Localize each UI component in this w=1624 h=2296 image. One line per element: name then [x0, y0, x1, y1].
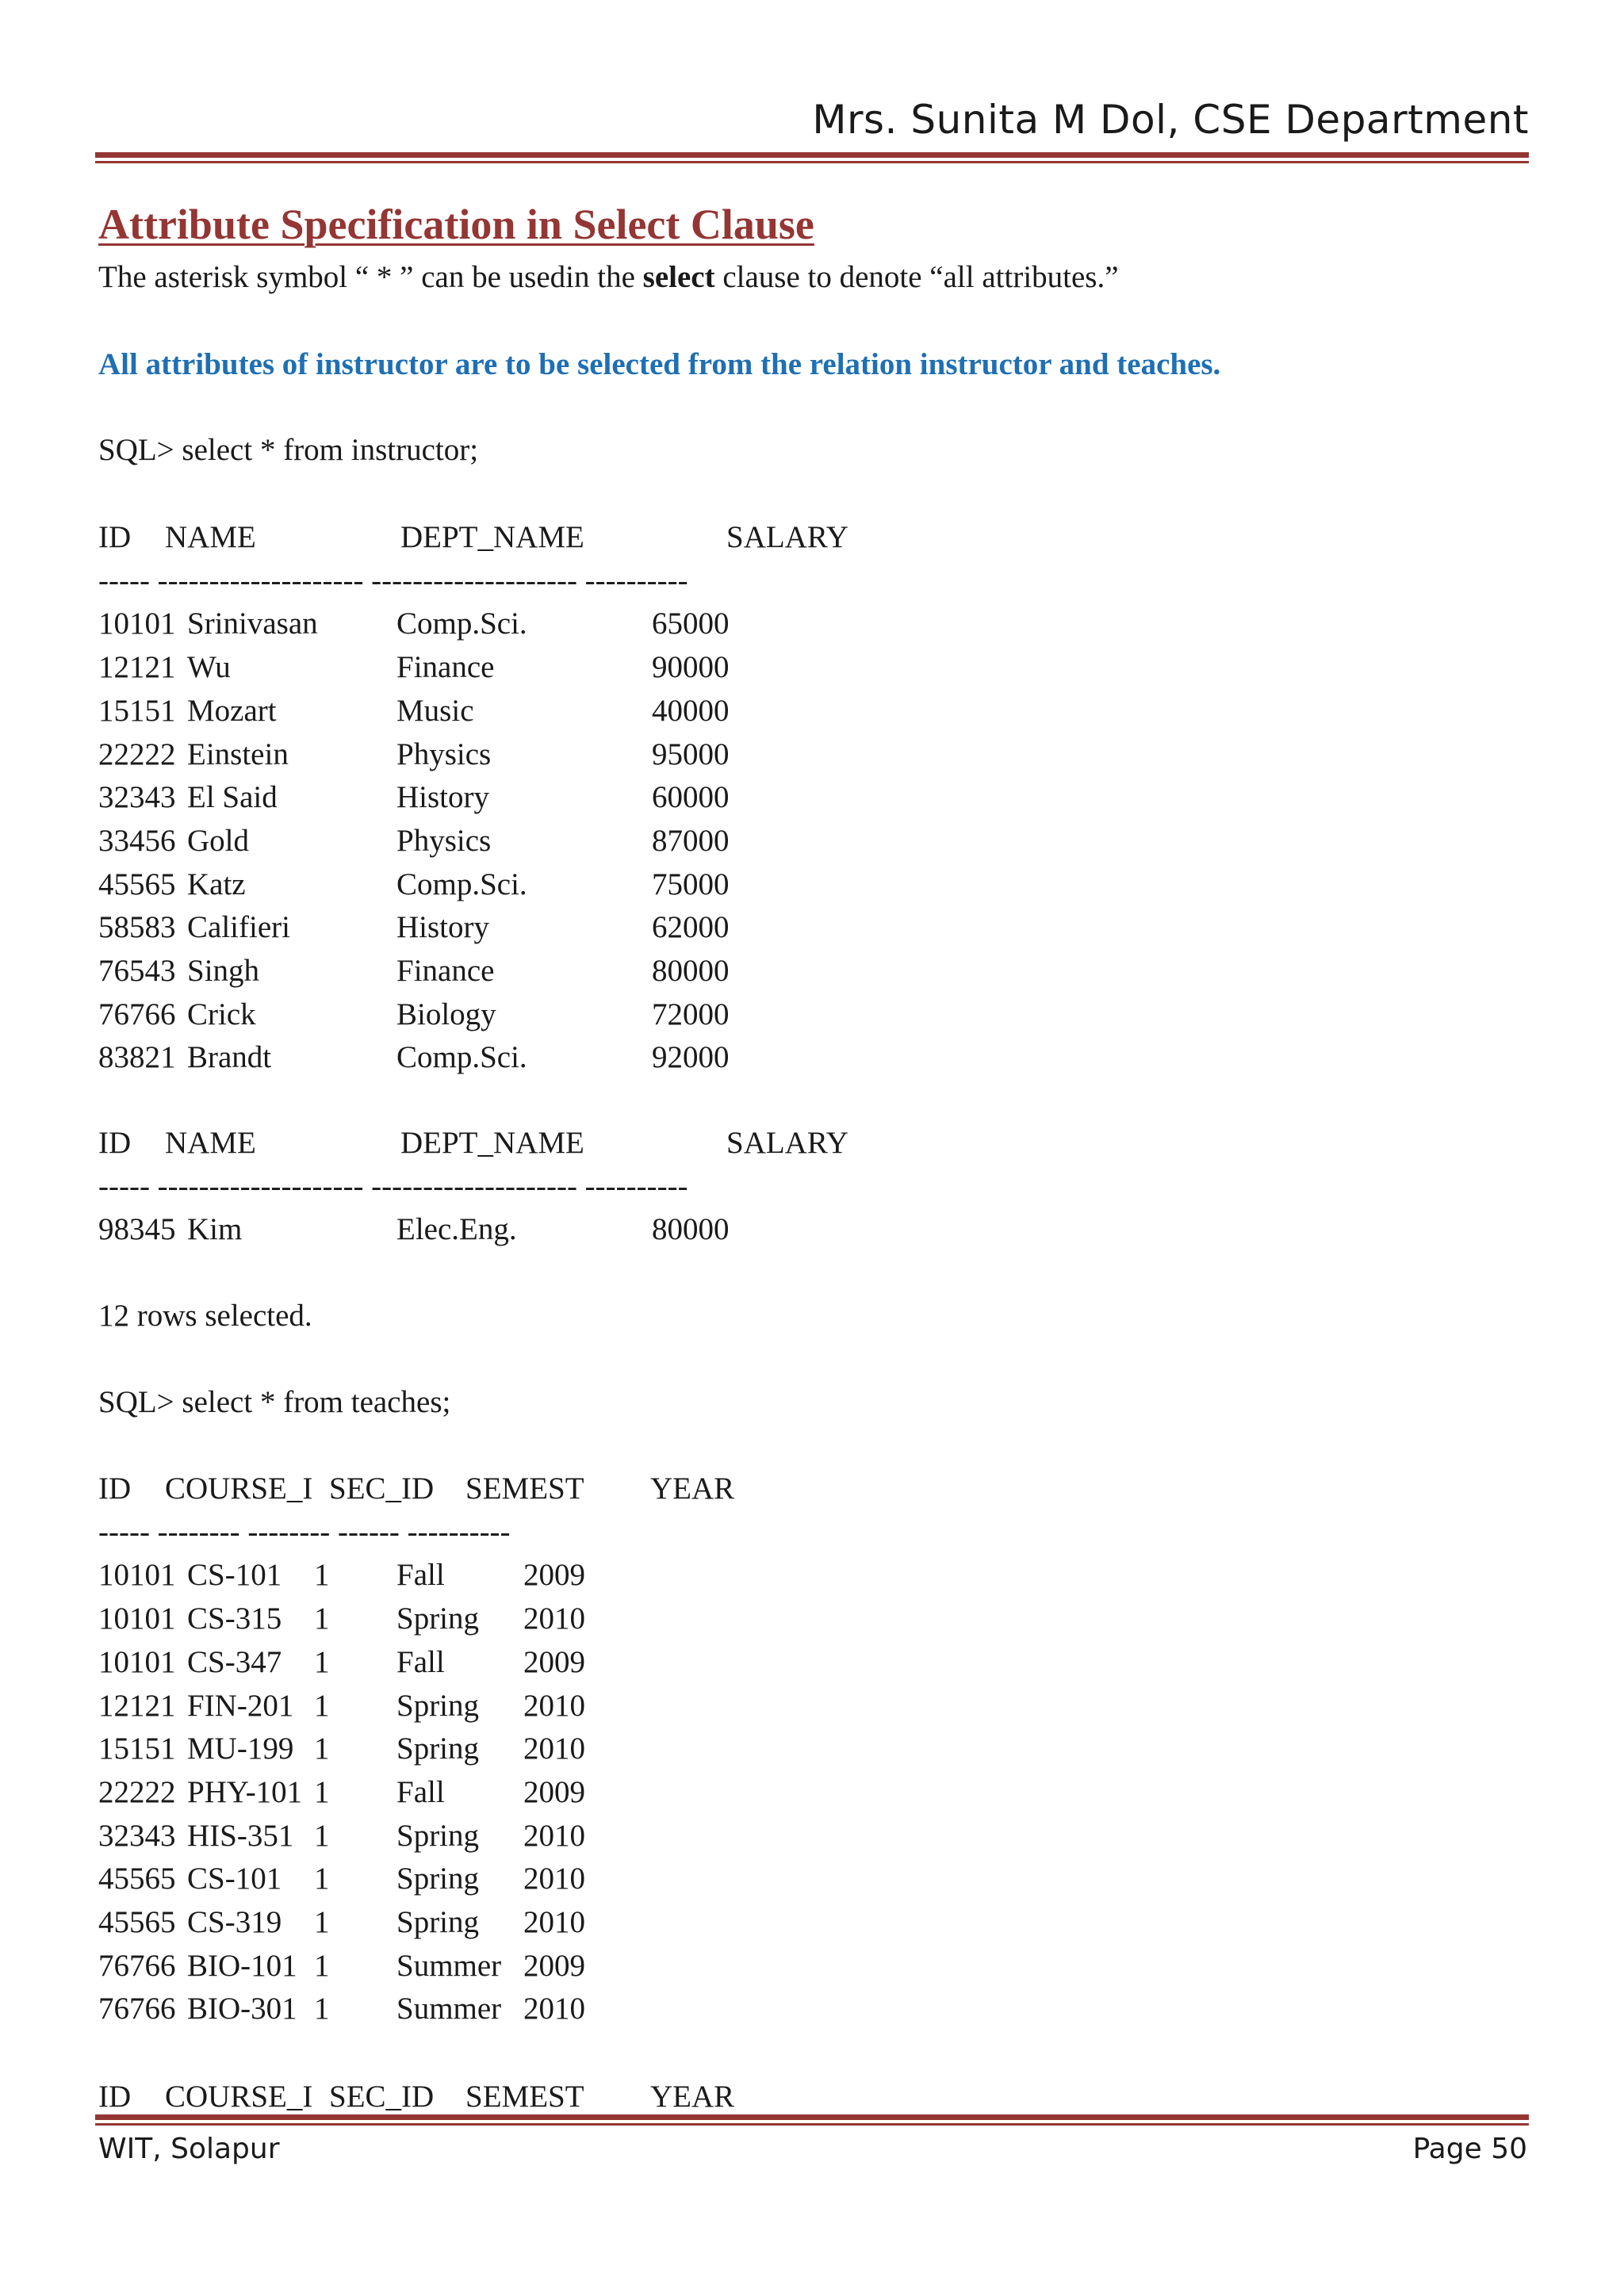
cell-id: 76766	[98, 1948, 176, 1983]
cell-id: 10101	[98, 1601, 176, 1636]
cell-dept-name: Physics	[396, 737, 492, 771]
cell-id: 22222	[98, 1774, 176, 1809]
cell-year: 2010	[523, 1732, 585, 1766]
cell-course-id: BIO-101	[187, 1948, 297, 1983]
cell-salary: 90000	[652, 650, 730, 685]
cell-salary: 95000	[652, 737, 730, 771]
cell-dept-name: History	[396, 910, 489, 945]
cell-course-id: CS-101	[187, 1558, 282, 1593]
cell-dept-name: History	[396, 780, 489, 815]
cell-dept-name: Biology	[396, 997, 496, 1031]
cell-course-id: PHY-101	[187, 1774, 303, 1809]
cell-salary: 80000	[652, 954, 730, 988]
cell-salary: 40000	[652, 693, 730, 728]
cell-sec-id: 1	[314, 1688, 330, 1723]
cell-name: Einstein	[187, 737, 289, 771]
cell-dept-name: Comp.Sci.	[396, 607, 527, 641]
cell-name: Wu	[187, 650, 231, 685]
cell-sec-id: 1	[314, 1818, 330, 1853]
cell-semester: Fall	[396, 1558, 445, 1593]
footer-rule-thin	[95, 2123, 1529, 2126]
cell-id: 83821	[98, 1040, 176, 1075]
column-header: COURSE_I	[165, 1471, 313, 1506]
cell-id: 12121	[98, 650, 176, 685]
cell-id: 10101	[98, 1644, 176, 1679]
cell-semester: Spring	[396, 1688, 480, 1723]
cell-semester: Spring	[396, 1601, 480, 1636]
cell-year: 2009	[523, 1644, 585, 1679]
cell-sec-id: 1	[314, 1558, 330, 1593]
cell-name: Katz	[187, 867, 246, 901]
header-rule-thin	[95, 161, 1529, 163]
cell-salary: 75000	[652, 867, 730, 901]
column-separator: ----- -------------------- -------------------- ----------	[98, 1169, 688, 1203]
cell-course-id: MU-199	[187, 1732, 294, 1766]
cell-course-id: CS-319	[187, 1905, 282, 1939]
column-header: DEPT_NAME	[400, 520, 584, 554]
cell-course-id: HIS-351	[187, 1818, 294, 1853]
cell-dept-name: Finance	[396, 650, 495, 685]
column-header: NAME	[165, 520, 256, 554]
footer-rule-thick	[95, 2114, 1529, 2120]
column-separator: ----- -------------------- -------------------- ----------	[98, 563, 688, 598]
cell-name: Singh	[187, 954, 260, 988]
cell-year: 2010	[523, 1688, 585, 1723]
cell-id: 12121	[98, 1688, 176, 1723]
column-header: ID	[98, 1471, 132, 1506]
footer-page-number: Page 50	[1412, 2133, 1527, 2165]
section-title: Attribute Specification in Select Clause	[98, 201, 814, 248]
column-header: SEC_ID	[329, 2080, 435, 2114]
cell-year: 2009	[523, 1774, 585, 1809]
cell-id: 98345	[98, 1212, 176, 1247]
cell-dept-name: Elec.Eng.	[396, 1212, 517, 1247]
cell-dept-name: Comp.Sci.	[396, 867, 527, 901]
cell-course-id: CS-347	[187, 1644, 282, 1679]
cell-sec-id: 1	[314, 1732, 330, 1766]
cell-id: 58583	[98, 910, 176, 945]
column-header: SALARY	[726, 1126, 848, 1160]
cell-year: 2010	[523, 1862, 585, 1896]
cell-name: Srinivasan	[187, 607, 318, 641]
cell-semester: Spring	[396, 1818, 480, 1853]
column-header: COURSE_I	[165, 2080, 313, 2114]
cell-id: 76766	[98, 997, 176, 1031]
cell-id: 32343	[98, 780, 176, 815]
cell-sec-id: 1	[314, 1862, 330, 1896]
rows-selected-message: 12 rows selected.	[98, 1299, 312, 1333]
cell-name: Crick	[187, 997, 256, 1031]
cell-dept-name: Comp.Sci.	[396, 1040, 527, 1075]
cell-salary: 87000	[652, 823, 730, 858]
cell-semester: Summer	[396, 1992, 502, 2026]
cell-id: 32343	[98, 1818, 176, 1853]
column-header: ID	[98, 2080, 132, 2114]
cell-name: Brandt	[187, 1040, 272, 1075]
cell-sec-id: 1	[314, 1948, 330, 1983]
cell-sec-id: 1	[314, 1992, 330, 2026]
cell-sec-id: 1	[314, 1644, 330, 1679]
column-header: YEAR	[650, 2080, 735, 2114]
cell-id: 10101	[98, 607, 176, 641]
column-header: ID	[98, 520, 132, 554]
cell-salary: 65000	[652, 607, 730, 641]
cell-year: 2009	[523, 1558, 585, 1593]
cell-id: 76543	[98, 954, 176, 988]
cell-id: 45565	[98, 867, 176, 901]
cell-dept-name: Finance	[396, 954, 495, 988]
cell-sec-id: 1	[314, 1905, 330, 1939]
cell-semester: Summer	[396, 1948, 502, 1983]
cell-salary: 80000	[652, 1212, 730, 1247]
cell-id: 45565	[98, 1862, 176, 1896]
column-header: SEC_ID	[329, 1471, 435, 1506]
cell-year: 2010	[523, 1601, 585, 1636]
cell-course-id: CS-315	[187, 1601, 282, 1636]
cell-id: 45565	[98, 1905, 176, 1939]
cell-semester: Spring	[396, 1732, 480, 1766]
footer-institute: WIT, Solapur	[98, 2133, 280, 2165]
cell-semester: Spring	[396, 1905, 480, 1939]
intro-prefix: The asterisk symbol “ * ” can be usedin the	[98, 260, 643, 294]
column-header: SEMEST	[465, 1471, 584, 1506]
cell-salary: 92000	[652, 1040, 730, 1075]
cell-name: Mozart	[187, 693, 277, 728]
cell-id: 33456	[98, 823, 176, 858]
cell-id: 76766	[98, 1992, 176, 2026]
sql-prompt-teaches: SQL> select * from teaches;	[98, 1385, 451, 1419]
column-header: SEMEST	[465, 2080, 584, 2114]
page-header: Mrs. Sunita M Dol, CSE Department	[812, 97, 1529, 143]
intro-paragraph	[98, 262, 1119, 293]
cell-id: 15151	[98, 693, 176, 728]
cell-salary: 62000	[652, 910, 730, 945]
cell-dept-name: Physics	[396, 823, 492, 858]
cell-semester: Fall	[396, 1774, 445, 1809]
header-rule-thick	[95, 152, 1529, 158]
cell-sec-id: 1	[314, 1774, 330, 1809]
cell-id: 10101	[98, 1558, 176, 1593]
intro-keyword: select	[642, 260, 715, 294]
cell-semester: Fall	[396, 1644, 445, 1679]
highlight-note: All attributes of instructor are to be selected from the relation instructor and teaches.	[98, 347, 1221, 381]
cell-name: El Said	[187, 780, 278, 815]
sql-prompt-instructor: SQL> select * from instructor;	[98, 433, 479, 467]
cell-year: 2010	[523, 1992, 585, 2026]
cell-course-id: FIN-201	[187, 1688, 294, 1723]
cell-year: 2010	[523, 1818, 585, 1853]
intro-suffix: clause to denote “all attributes.”	[714, 260, 1119, 294]
column-separator: ----- -------- -------- ------ ----------	[98, 1514, 511, 1549]
cell-name: Kim	[187, 1212, 243, 1247]
cell-year: 2010	[523, 1905, 585, 1939]
cell-name: Califieri	[187, 910, 290, 945]
cell-course-id: BIO-301	[187, 1992, 297, 2026]
cell-name: Gold	[187, 823, 249, 858]
column-header: NAME	[165, 1126, 256, 1160]
cell-dept-name: Music	[396, 693, 474, 728]
column-header: YEAR	[650, 1471, 735, 1506]
column-header: ID	[98, 1126, 132, 1160]
cell-salary: 72000	[652, 997, 730, 1031]
cell-year: 2009	[523, 1948, 585, 1983]
cell-id: 15151	[98, 1732, 176, 1766]
column-header: DEPT_NAME	[400, 1126, 584, 1160]
cell-id: 22222	[98, 737, 176, 771]
cell-semester: Spring	[396, 1862, 480, 1896]
cell-sec-id: 1	[314, 1601, 330, 1636]
cell-course-id: CS-101	[187, 1862, 282, 1896]
cell-salary: 60000	[652, 780, 730, 815]
column-header: SALARY	[726, 520, 848, 554]
